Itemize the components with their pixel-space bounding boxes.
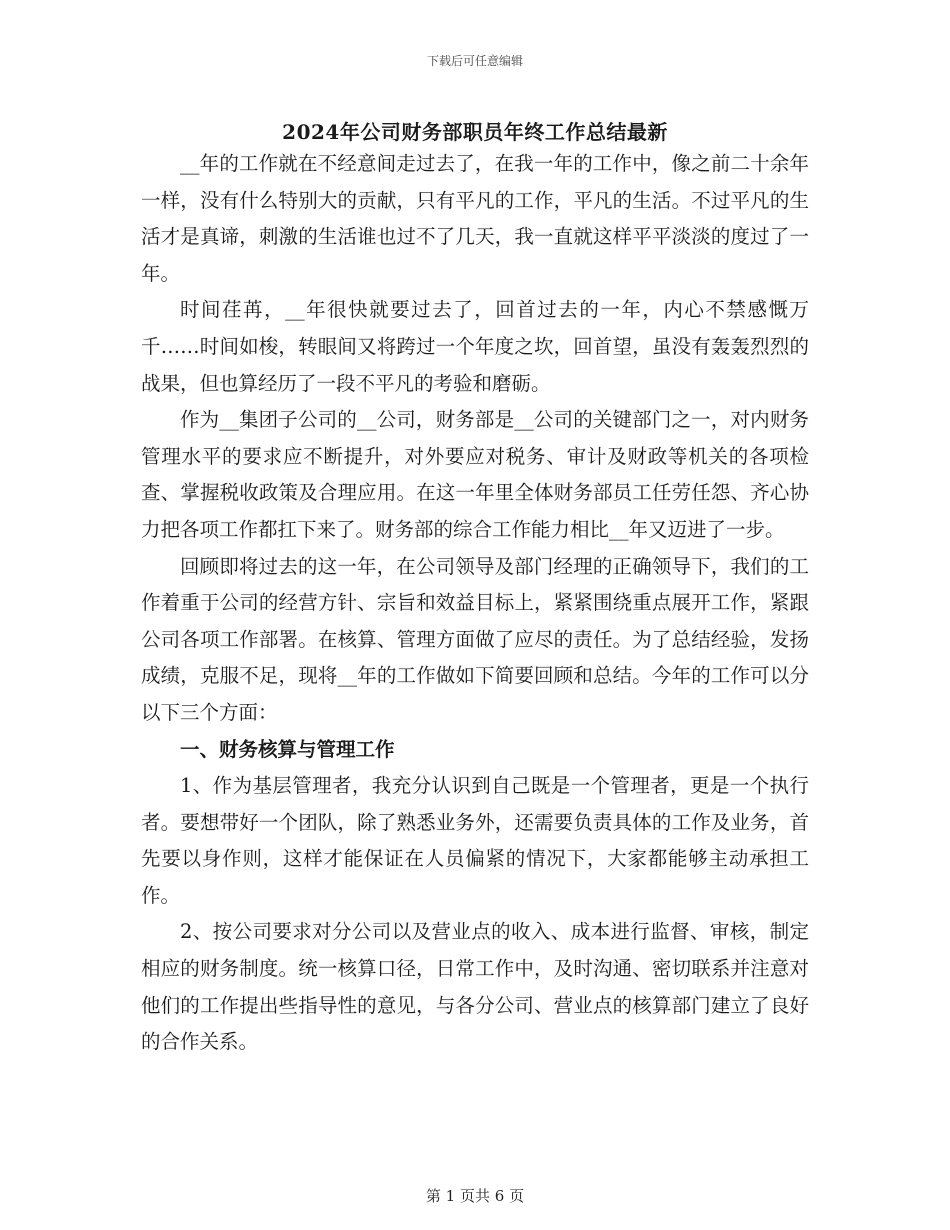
document-title: 2024年公司财务部职员年终工作总结最新 (282, 120, 668, 144)
section-paragraph-1: 1、作为基层管理者，我充分认识到自己既是一个管理者，更是一个执行者。要想带好一个团队，除了熟悉业务外，还需要负责具体的工作及业务，首先要以身作则，这样才能保证在人员偏紧的情况下，大家都能够主动承担工作。 (141, 774, 809, 907)
paragraph-4: 回顾即将过去的这一年，在公司领导及部门经理的正确领导下，我们的工作着重于公司的经营方针、宗旨和效益目标上，紧紧围绕重点展开工作，紧跟公司各项工作部署。在核算、管理方面做了应尽的责任。为了总结经验，发扬成绩，克服不足，现将__年的工作做如下简要回顾和总结。今年的工作可以分以下三个方面： (141, 554, 809, 724)
section-heading: 一、财务核算与管理工作 (180, 737, 395, 761)
paragraph-1: __年的工作就在不经意间走过去了，在我一年的工作中，像之前二十余年一样，没有什么特别大的贡献，只有平凡的工作，平凡的生活。不过平凡的生活才是真谛，刺激的生活谁也过不了几天，我一直就这样平平淡淡的度过了一年。 (141, 152, 809, 285)
page-header-note: 下载后可任意编辑 (426, 54, 523, 68)
section-paragraph-2: 2、按公司要求对分公司以及营业点的收入、成本进行监督、审核，制定相应的财务制度。统一核算口径，日常工作中，及时沟通、密切联系并注意对他们的工作提出些指导性的意见，与各分公司、营业点的核算部门建立了良好的合作关系。 (141, 920, 809, 1054)
paragraph-3: 作为__集团子公司的__公司，财务部是__公司的关键部门之一，对内财务管理水平的要求应不断提升，对外要应对税务、审计及财政等机关的各项检查、掌握税收政策及合理应用。在这一年里全体财务部员工任劳任怨、齐心协力把各项工作都扛下来了。财务部的综合工作能力相比__年又迈进了一步。 (141, 408, 809, 541)
page-footer: 第 1 页共 6 页 (425, 1187, 525, 1205)
paragraph-2: 时间荏苒，__年很快就要过去了，回首过去的一年，内心不禁感慨万千……时间如梭，转眼间又将跨过一个年度之坎，回首望，虽没有轰轰烈烈的战果，但也算经历了一段不平凡的考验和磨砺。 (141, 298, 809, 395)
document-body (141, 146, 809, 1061)
